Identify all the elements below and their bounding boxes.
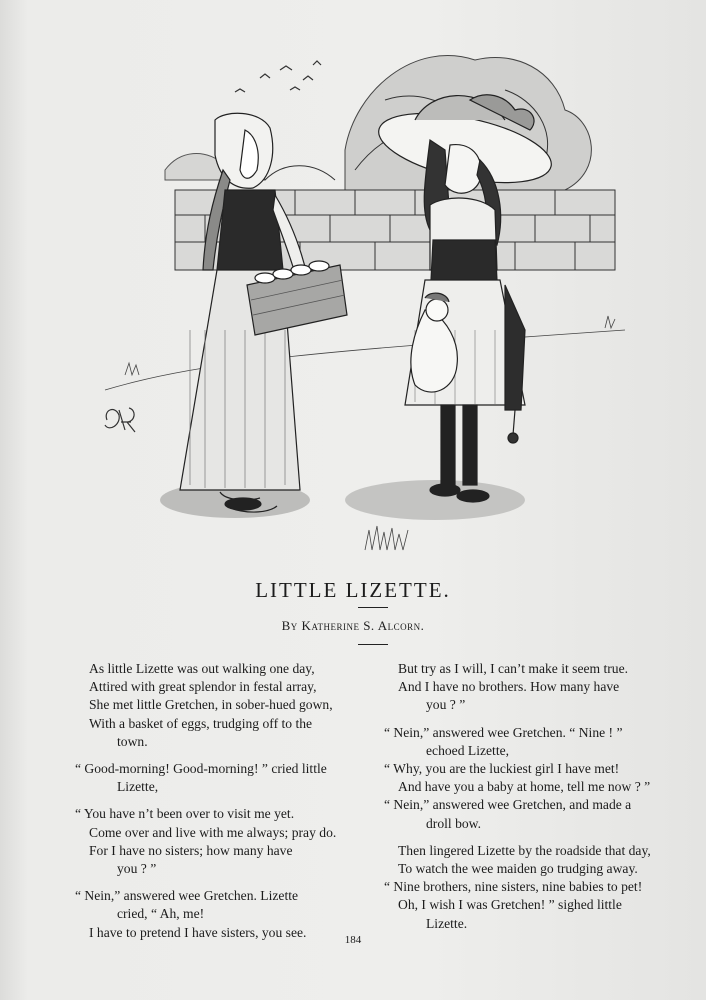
title-rule <box>358 607 388 608</box>
poem-line: Oh, I wish I was Gretchen! ” sighed little <box>398 897 622 913</box>
poem-line: But try as I will, I can’t make it seem true. <box>398 661 629 676</box>
poem-line: echoed Lizette, <box>426 742 510 758</box>
poem-line: Lizette. <box>426 915 468 931</box>
poem-stanza <box>75 660 371 751</box>
ground <box>105 316 625 550</box>
poem-stanza <box>384 724 680 833</box>
poem-line: “ Nein,” answered wee Gretchen. “ Nine ! ” <box>384 724 623 740</box>
poem-line: cried, “ Ah, me! <box>117 906 205 922</box>
poem-line: you ? ” <box>426 697 466 713</box>
poem-line: And have you a baby at home, tell me now ? ” <box>398 779 651 795</box>
poem-line: With a basket of eggs, trudging off to the <box>89 715 313 731</box>
poem-line: Lizette, <box>117 779 159 795</box>
poem-line: Then lingered Lizette by the roadside that day, <box>398 842 651 858</box>
poem-line: “ You have n’t been over to visit me yet. <box>75 806 295 822</box>
lizette-figure <box>373 95 558 502</box>
poem-line: For I have no sisters; how many have <box>89 842 293 858</box>
poem-stanza <box>75 760 371 796</box>
poem-line: Attired with great splendor in festal array, <box>89 679 317 695</box>
poem-line: you ? ” <box>117 861 157 877</box>
poem-line: “ Nein,” answered wee Gretchen. Lizette <box>75 888 299 904</box>
poem-line: “ Good-morning! Good-morning! ” cried little <box>75 761 327 777</box>
poem-line: “ Nine brothers, nine sisters, nine babies to pet! <box>384 879 643 895</box>
poem-title: LITTLE LIZETTE. <box>255 578 451 602</box>
poem-line: As little Lizette was out walking one day, <box>89 661 315 676</box>
poem-line: I have to pretend I have sisters, you see. <box>89 924 307 940</box>
poem-line: To watch the wee maiden go trudging away. <box>398 861 638 877</box>
poem-stanza <box>75 805 371 878</box>
byline-rule <box>358 644 388 645</box>
poem-column-left <box>75 660 371 951</box>
poem-line: Come over and live with me always; pray do. <box>89 824 337 840</box>
poem-line: town. <box>117 733 148 749</box>
poem-line: “ Why, you are the luckiest girl I have met! <box>384 761 620 777</box>
byline: By Katherine S. Alcorn. <box>281 618 425 633</box>
page-number: 184 <box>344 934 362 946</box>
poem-column-right <box>384 660 680 942</box>
poem-line: “ Nein,” answered wee Gretchen, and made a <box>384 797 632 813</box>
birds <box>235 61 321 92</box>
poem-stanza <box>384 660 680 715</box>
poem-line: She met little Gretchen, in sober-hued gown, <box>89 697 333 713</box>
poem-stanza <box>384 842 680 933</box>
illustration-two-girls <box>85 30 655 570</box>
poem-line: droll bow. <box>426 815 481 831</box>
poem-line: And I have no brothers. How many have <box>398 679 620 695</box>
artist-monogram <box>105 408 135 432</box>
